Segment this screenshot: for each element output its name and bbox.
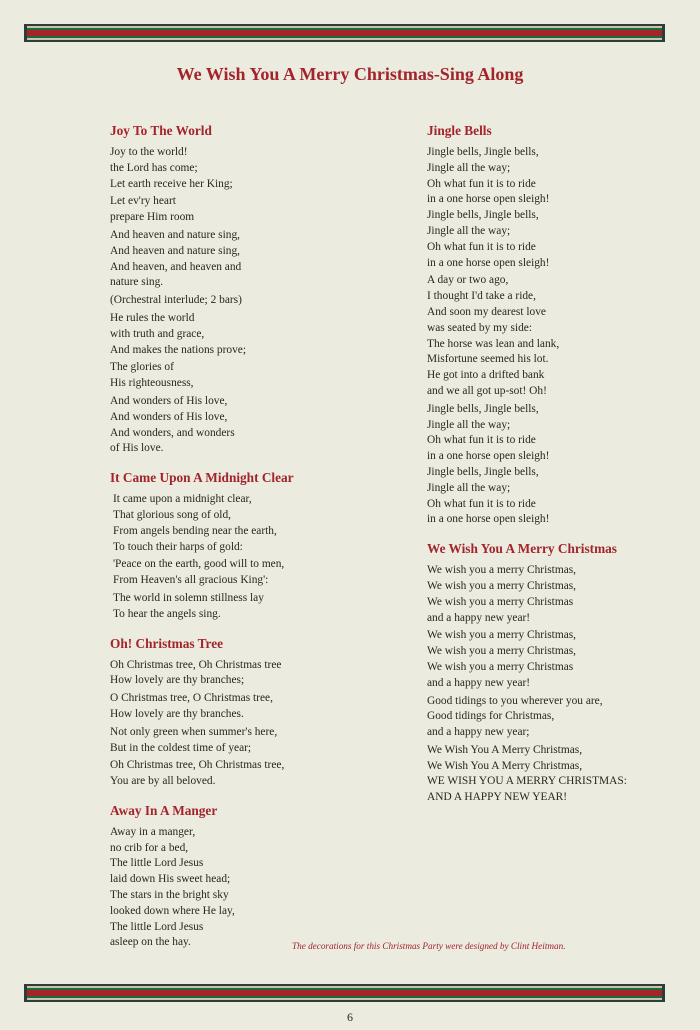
stanza [110, 591, 350, 623]
bottom-decorative-band [24, 984, 665, 1002]
page-number: 6 [347, 1010, 353, 1024]
lyric-line: Good tidings to you wherever you are, [427, 694, 603, 707]
lyric-line: and a happy new year! [427, 676, 531, 689]
top-decorative-band [24, 24, 665, 42]
lyric-line: We Wish You A Merry Christmas, [427, 743, 583, 756]
stanza [427, 563, 687, 626]
lyric-line: the Lord has come; [110, 161, 198, 174]
lyric-line: You are by all beloved. [110, 775, 216, 788]
lyric-line: prepare Him room [110, 211, 195, 224]
lyric-line: And wonders of His love, [110, 410, 228, 423]
lyric-line: The stars in the bright sky [110, 889, 229, 902]
lyric-line: We wish you a merry Christmas, [427, 579, 577, 592]
stanza [110, 658, 350, 690]
lyric-line: AND A HAPPY NEW YEAR! [427, 791, 568, 804]
lyric-line: of His love. [110, 442, 164, 455]
lyric-line: WE WISH YOU A MERRY CHRISTMAS: [427, 775, 627, 788]
lyric-line: That glorious song of old, [113, 508, 232, 521]
lyric-line: laid down His sweet head; [110, 873, 231, 886]
lyric-line: And soon my dearest love [427, 305, 546, 318]
lyric-line: Jingle all the way; [427, 418, 511, 431]
stanza [110, 228, 350, 291]
song-joy-to-the-world [110, 122, 350, 457]
lyric-line: Not only green when summer's here, [110, 725, 278, 738]
stanza [110, 557, 350, 589]
lyric-line: We Wish You A Merry Christmas, [427, 759, 583, 772]
song-title: It Came Upon A Midnight Clear [110, 470, 294, 486]
lyric-line: was seated by my side: [427, 321, 533, 334]
lyric-line: And heaven, and heaven and [110, 260, 242, 273]
lyric-line: Jingle all the way; [427, 481, 511, 494]
lyric-line: Jingle all the way; [427, 224, 511, 237]
lyric-line: We wish you a merry Christmas [427, 660, 574, 673]
lyric-line: And wonders of His love, [110, 394, 228, 407]
stanza [110, 145, 350, 192]
lyric-line: And makes the nations prove; [110, 343, 247, 356]
lyric-line: From Heaven's all gracious King': [113, 574, 269, 587]
lyric-line: Away in a manger, [110, 825, 196, 838]
lyric-line: His righteousness, [110, 377, 194, 390]
lyric-line: We wish you a merry Christmas, [427, 629, 577, 642]
lyric-line: Oh what fun it is to ride [427, 177, 536, 190]
lyric-line: The little Lord Jesus [110, 857, 204, 870]
lyric-line: Let earth receive her King; [110, 177, 233, 190]
lyric-line: And heaven and nature sing, [110, 244, 241, 257]
lyric-line: looked down where He lay, [110, 904, 235, 917]
decorations-credit: The decorations for this Christmas Party were designed by Clint Heitman. [292, 941, 566, 951]
lyric-line: Jingle all the way; [427, 161, 511, 174]
lyric-line: Jingle bells, Jingle bells, [427, 465, 539, 478]
lyric-line: We wish you a merry Christmas [427, 595, 574, 608]
lyric-line: in a one horse open sleigh! [427, 450, 550, 463]
lyric-line: But in the coldest time of year; [110, 741, 252, 754]
lyric-line: Oh Christmas tree, Oh Christmas tree [110, 658, 282, 671]
lyric-line: It came upon a midnight clear, [113, 493, 252, 506]
right-column [427, 122, 687, 818]
stanza [110, 293, 350, 309]
stanza [110, 394, 350, 457]
lyric-line: with truth and grace, [110, 327, 205, 340]
lyric-line: The little Lord Jesus [110, 920, 204, 933]
lyric-line: Oh what fun it is to ride [427, 434, 536, 447]
lyric-line: The glories of [110, 361, 174, 374]
lyric-line: Misfortune seemed his lot. [427, 353, 549, 366]
lyric-line: The world in solemn stillness lay [113, 591, 264, 604]
stanza [110, 492, 350, 555]
lyric-line: (Orchestral interlude; 2 bars) [110, 294, 242, 307]
stanza [427, 402, 687, 528]
lyric-line: The horse was lean and lank, [427, 337, 560, 350]
stanza [427, 743, 687, 806]
lyric-line: asleep on the hay. [110, 936, 191, 949]
lyric-line: From angels bending near the earth, [113, 524, 277, 537]
lyric-line: no crib for a bed, [110, 841, 189, 854]
lyric-line: in a one horse open sleigh! [427, 256, 550, 269]
stanza [110, 311, 350, 358]
lyric-line: nature sing. [110, 276, 164, 289]
stanza [110, 360, 350, 392]
song-title: Jingle Bells [427, 123, 492, 138]
lyric-line: and a happy new year! [427, 611, 531, 624]
stanza [110, 725, 350, 757]
lyric-line: How lovely are thy branches; [110, 674, 245, 687]
lyric-line: He rules the world [110, 311, 195, 324]
stanza [110, 758, 350, 790]
lyric-line: Oh what fun it is to ride [427, 497, 536, 510]
lyric-line: And heaven and nature sing, [110, 228, 241, 241]
lyric-line: How lovely are thy branches. [110, 707, 244, 720]
stanza [427, 628, 687, 691]
lyric-line: He got into a drifted bank [427, 369, 545, 382]
stanza [427, 273, 687, 399]
lyric-line: A day or two ago, [427, 274, 509, 287]
lyric-line: O Christmas tree, O Christmas tree, [110, 692, 273, 705]
lyric-line: Oh Christmas tree, Oh Christmas tree, [110, 759, 285, 772]
song-title: We Wish You A Merry Christmas [427, 541, 617, 557]
lyric-line: To touch their harps of gold: [113, 540, 243, 553]
lyric-line: We wish you a merry Christmas, [427, 564, 577, 577]
lyric-line: 'Peace on the earth, good will to men, [113, 558, 285, 571]
stanza [427, 145, 687, 271]
page-title: We Wish You A Merry Christmas-Sing Along [176, 64, 524, 84]
lyric-line: Jingle bells, Jingle bells, [427, 146, 539, 158]
song-oh-christmas-tree [110, 635, 350, 790]
song-title: Away In A Manger [110, 802, 218, 818]
song-we-wish-you-a-merry-christmas [427, 540, 687, 806]
lyric-line: Jingle bells, Jingle bells, [427, 402, 539, 415]
lyric-line: and a happy new year; [427, 726, 530, 739]
lyric-line: Joy to the world! [110, 146, 188, 158]
lyric-line: To hear the angels sing. [113, 607, 221, 620]
lyric-line: and we all got up-sot! Oh! [427, 384, 547, 397]
stanza [110, 825, 350, 951]
stanza [110, 691, 350, 723]
song-jingle-bells [427, 122, 687, 528]
lyric-line: I thought I'd take a ride, [427, 290, 536, 303]
lyric-line: And wonders, and wonders [110, 426, 235, 439]
song-title: Joy To The World [110, 123, 212, 138]
lyric-line: Good tidings for Christmas, [427, 710, 555, 723]
stanza [110, 194, 350, 226]
song-away-in-a-manger [110, 802, 350, 951]
lyric-line: Jingle bells, Jingle bells, [427, 209, 539, 222]
lyric-line: Let ev'ry heart [110, 195, 176, 208]
lyric-line: We wish you a merry Christmas, [427, 645, 577, 658]
stanza [427, 694, 687, 741]
left-column [110, 122, 350, 963]
song-it-came-upon-a-midnight-clear [110, 469, 350, 622]
lyric-line: in a one horse open sleigh! [427, 513, 550, 526]
lyric-line: in a one horse open sleigh! [427, 193, 550, 206]
song-title: Oh! Christmas Tree [110, 635, 224, 651]
lyric-line: Oh what fun it is to ride [427, 240, 536, 253]
